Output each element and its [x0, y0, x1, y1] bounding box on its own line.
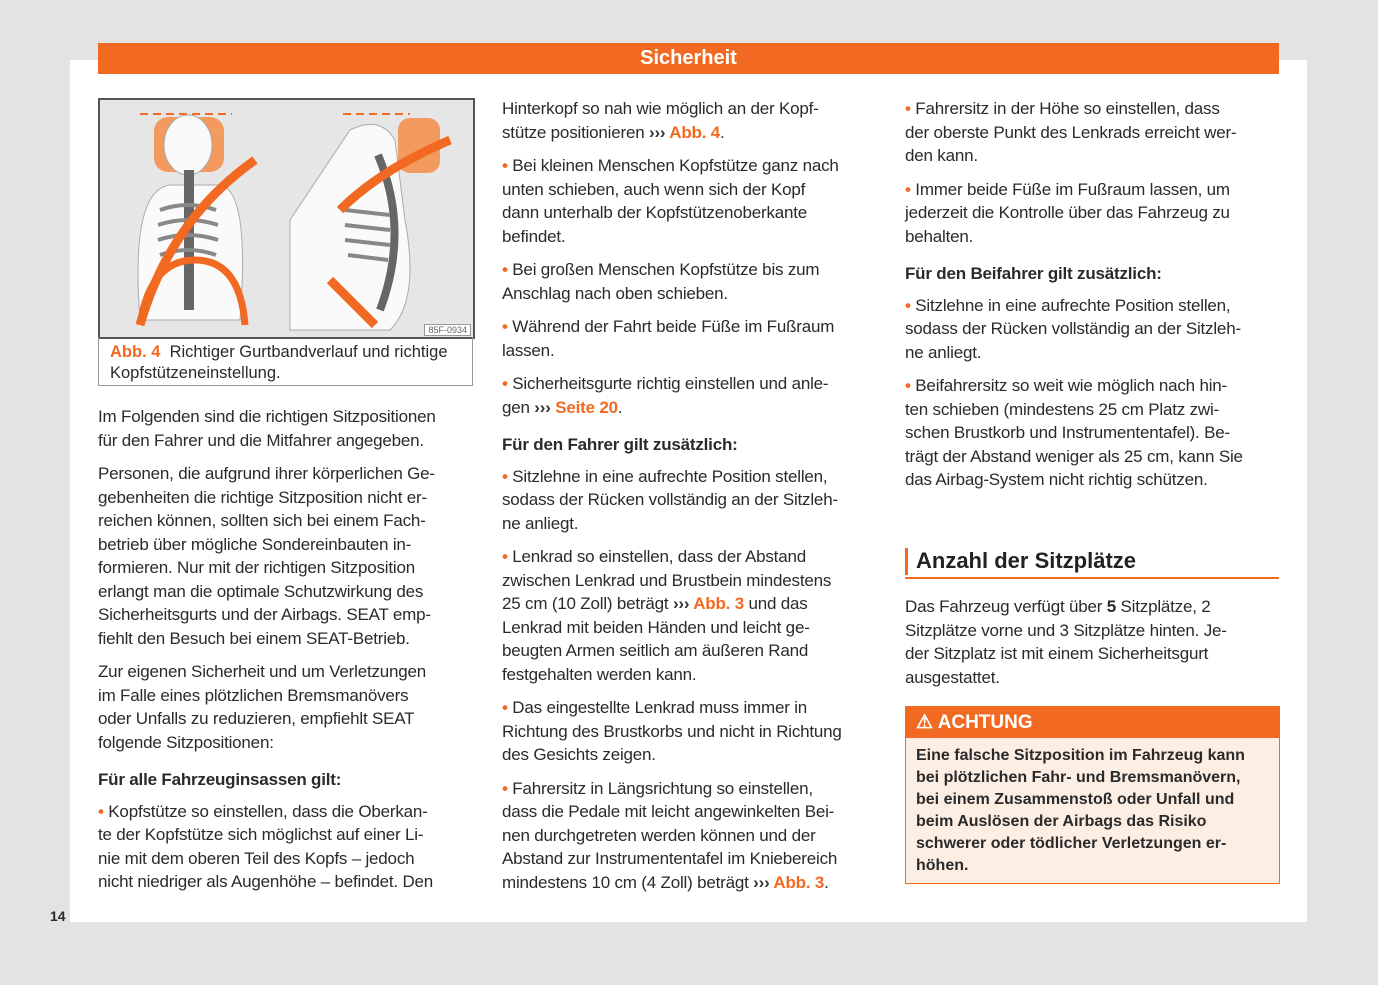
figure-label: Abb. 4 [110, 343, 161, 361]
bullet-icon: • [502, 374, 508, 393]
text-line [98, 870, 476, 894]
text-line [905, 421, 1283, 445]
text-line [905, 121, 1283, 145]
text-segment: der Sitzplatz ist mit einem Sicherheitsgurt [905, 644, 1209, 663]
text-line [905, 619, 1283, 643]
text-segment: reichen können, sollten sich bei einem Fach- [98, 511, 426, 530]
text-line [502, 121, 880, 145]
heading-accent-bar [905, 548, 908, 575]
text-segment: unten schieben, auch wenn sich der Kopf [502, 179, 806, 199]
text-line [502, 178, 880, 202]
bullet-icon: • [905, 295, 911, 315]
seatbelt-illustration [100, 100, 473, 337]
text-line [98, 823, 476, 847]
paragraph [905, 595, 1283, 689]
section-heading [905, 546, 1279, 579]
text-line [502, 201, 880, 225]
text-line [98, 533, 476, 557]
text-line [502, 154, 880, 178]
text-line [905, 225, 1283, 249]
bullet-item [502, 696, 880, 767]
text-line [502, 847, 880, 871]
text-segment: befindet. [502, 226, 566, 246]
paragraph [98, 405, 476, 452]
warning-line: Eine falsche Sitzposition im Fahrzeug kann [916, 747, 1245, 764]
figure-code: 85F-0934 [424, 324, 471, 336]
text-segment: Für den Beifahrer gilt zusätzlich: [905, 264, 1162, 283]
text-segment: Abstand zur Instrumententafel im Kniebereich [502, 849, 838, 868]
bullet-item [502, 545, 880, 686]
text-segment: beugten Armen seitlich am äußeren Rand [502, 641, 809, 660]
warning-header [906, 707, 1279, 738]
column-right [905, 97, 1283, 502]
text-segment: jederzeit die Kontrolle über das Fahrzeug zu [905, 203, 1230, 222]
text-line [98, 684, 476, 708]
text-segment: Personen, die aufgrund ihrer körperlichen Ge- [98, 464, 435, 483]
text-segment: sodass der Rücken vollständig an der Sitzleh- [905, 319, 1241, 338]
bullet-item [905, 294, 1283, 365]
text-line [502, 488, 880, 512]
text-line [502, 616, 880, 640]
text-segment: der oberste Punkt des Lenkrads erreicht wer- [905, 122, 1237, 142]
bullet-item [502, 372, 880, 419]
text-line [905, 262, 1283, 286]
warning-line: schwerer oder tödlicher Verletzungen er- [916, 835, 1227, 852]
text-line [98, 429, 476, 453]
text-segment: sodass der Rücken vollständig an der Sitzleh- [502, 490, 838, 509]
text-segment: Fahrersitz in Längsrichtung so einstellen, [512, 778, 813, 798]
text-line [98, 556, 476, 580]
text-segment: erlangt man die optimale Schutzwirkung des [98, 581, 424, 601]
text-segment: fiehlt den Besuch bei einem SEAT-Betrieb. [98, 628, 410, 648]
text-line [98, 462, 476, 486]
cross-reference-link[interactable]: Seite 20 [550, 397, 618, 417]
text-segment: 25 cm (10 Zoll) beträgt [502, 594, 673, 613]
bullet-icon: • [98, 801, 104, 821]
text-segment: Sicherheitsgurts und der Airbags. SEAT emp- [98, 605, 431, 624]
text-line [905, 178, 1283, 202]
text-segment: te der Kopfstütze sich möglichst auf einer Li- [98, 825, 424, 844]
paragraph [98, 462, 476, 650]
section-title: Anzahl der Sitzplätze [916, 548, 1137, 573]
text-line [905, 398, 1283, 422]
section-header-bar: Sicherheit [98, 43, 1279, 74]
text-line [98, 486, 476, 510]
bullet-icon: • [905, 376, 911, 395]
bold-number: 5 [1106, 597, 1117, 616]
text-line [905, 341, 1283, 365]
text-line [502, 871, 880, 895]
text-line [502, 743, 880, 767]
text-line [905, 595, 1283, 619]
text-segment: zwischen Lenkrad und Brustbein mindestens [502, 570, 832, 590]
text-line [905, 201, 1283, 225]
bullet-icon: • [502, 260, 508, 279]
text-segment: Für alle Fahrzeuginsassen gilt: [98, 770, 342, 789]
subheading [502, 433, 880, 457]
bullet-item [502, 315, 880, 362]
text-segment: dann unterhalb der Kopfstützenoberkante [502, 203, 808, 222]
bullet-icon: • [502, 778, 508, 798]
cross-reference-link[interactable]: Abb. 3 [769, 872, 825, 892]
text-line [905, 468, 1283, 492]
text-segment: Beifahrersitz so weit wie möglich nach hin- [915, 376, 1227, 395]
text-line [502, 465, 880, 489]
text-line [502, 696, 880, 720]
text-line [98, 768, 476, 792]
text-line [502, 258, 880, 282]
text-line [905, 317, 1283, 341]
text-segment: des Gesichts zeigen. [502, 745, 656, 764]
text-line [502, 545, 880, 569]
text-line [98, 731, 476, 755]
text-segment: formieren. Nur mit der richtigen Sitzposition [98, 558, 415, 577]
bullet-icon: • [502, 156, 508, 175]
warning-line: höhen. [916, 857, 969, 874]
warning-box [905, 706, 1280, 884]
warning-line: bei einem Zusammenstoß oder Unfall und [916, 791, 1235, 808]
bullet-item [905, 178, 1283, 249]
reference-arrow-icon: ››› [534, 397, 551, 417]
text-segment: Lenkrad mit beiden Händen und leicht ge- [502, 617, 810, 637]
reference-arrow-icon: ››› [672, 594, 690, 613]
text-line [502, 800, 880, 824]
text-segment: . [720, 122, 725, 142]
text-segment: und das [743, 594, 808, 613]
text-line [905, 642, 1283, 666]
text-segment: Sicherheitsgurte richtig einstellen und anle- [512, 374, 829, 393]
bullet-icon: • [502, 698, 508, 717]
bullet-item [502, 777, 880, 895]
bullet-item [502, 154, 880, 248]
bullet-icon: • [905, 99, 911, 118]
text-line [98, 800, 476, 824]
text-segment: den kann. [905, 146, 978, 165]
bullet-item [98, 800, 476, 894]
text-segment: Anschlag nach oben schieben. [502, 283, 728, 303]
text-line [502, 639, 880, 663]
text-segment: schen Brustkorb und Instrumententafel). Be- [905, 423, 1230, 442]
bullet-icon: • [905, 179, 911, 199]
text-line [905, 144, 1283, 168]
subheading [98, 768, 476, 792]
text-segment: Sitzlehne in eine aufrechte Position stellen, [512, 466, 828, 486]
text-line [502, 777, 880, 801]
text-line [905, 445, 1283, 469]
bullet-item [502, 258, 880, 305]
text-line [98, 509, 476, 533]
figure-caption [98, 337, 473, 386]
text-segment: ten schieben (mindestens 25 cm Platz zwi- [905, 399, 1219, 419]
text-segment: Immer beide Füße im Fußraum lassen, um [915, 179, 1230, 199]
text-line [905, 294, 1283, 318]
text-segment: . [824, 872, 829, 892]
text-line [502, 720, 880, 744]
text-line [502, 339, 880, 363]
text-line [98, 405, 476, 429]
bullet-icon: • [502, 317, 508, 336]
page-number: 14 [50, 908, 66, 924]
bullet-item [905, 97, 1283, 168]
paragraph [502, 97, 880, 144]
text-line [98, 707, 476, 731]
text-segment: folgende Sitzpositionen: [98, 732, 274, 752]
text-segment: gen [502, 397, 535, 417]
text-segment: Für den Fahrer gilt zusätzlich: [502, 435, 738, 454]
text-line [502, 512, 880, 536]
bullet-item [502, 465, 880, 536]
text-segment: Hinterkopf so nah wie möglich an der Kopf- [502, 99, 819, 118]
text-line [502, 315, 880, 339]
reference-arrow-icon: ››› [753, 872, 770, 892]
text-segment: Das Fahrzeug verfügt über [905, 597, 1107, 616]
section-body [905, 595, 1283, 699]
text-line [98, 660, 476, 684]
column-middle [502, 97, 880, 904]
text-segment: dass die Pedale mit leicht angewinkelten Bei- [502, 802, 835, 821]
text-segment: mindestens 10 cm (4 Zoll) beträgt [502, 872, 754, 892]
text-segment: Sitzlehne in eine aufrechte Position stellen, [915, 295, 1231, 315]
text-line [502, 97, 880, 121]
text-line [502, 225, 880, 249]
text-segment: für den Fahrer und die Mitfahrer angegeben. [98, 430, 424, 450]
warning-line: bei plötzlichen Fahr- und Bremsmanövern, [916, 769, 1241, 786]
text-line [905, 374, 1283, 398]
text-segment: im Falle eines plötzlichen Bremsmanövers [98, 685, 409, 705]
text-segment: ausgestattet. [905, 667, 1000, 687]
text-segment: Bei kleinen Menschen Kopfstütze ganz nach [512, 156, 839, 175]
text-line [98, 847, 476, 871]
bullet-icon: • [502, 547, 508, 566]
text-line [98, 603, 476, 627]
text-segment: gebenheiten die richtige Sitzposition nicht er- [98, 487, 427, 507]
figure-seatbelt-illustration [98, 98, 475, 339]
text-line [905, 97, 1283, 121]
bullet-item [905, 374, 1283, 492]
text-segment: Zur eigenen Sicherheit und um Verletzungen [98, 662, 427, 681]
warning-text [906, 738, 1279, 884]
warning-triangle-icon: ⚠ [916, 712, 934, 733]
text-segment: Bei großen Menschen Kopfstütze bis zum [512, 260, 820, 279]
text-line [502, 433, 880, 457]
text-segment: festgehalten werden kann. [502, 664, 697, 684]
text-segment: Lenkrad so einstellen, dass der Abstand [512, 547, 806, 566]
cross-reference-link[interactable]: Abb. 3 [689, 594, 744, 613]
text-line [502, 282, 880, 306]
text-segment: Während der Fahrt beide Füße im Fußraum [512, 317, 835, 336]
text-line [502, 592, 880, 616]
text-line [502, 396, 880, 420]
text-segment: ne anliegt. [502, 513, 579, 533]
warning-line: beim Auslösen der Airbags das Risiko [916, 813, 1207, 830]
text-line [502, 663, 880, 687]
caption-line: Kopfstützeneinstellung. [110, 364, 281, 382]
text-segment: ne anliegt. [905, 342, 982, 362]
text-segment: nen durchgetreten werden können und der [502, 825, 816, 845]
caption-line: Richtiger Gurtbandverlauf und richtige [169, 343, 448, 361]
text-segment: Das eingestellte Lenkrad muss immer in [512, 698, 808, 717]
text-line [502, 372, 880, 396]
text-segment: trägt der Abstand weniger als 25 cm, kann Sie [905, 446, 1243, 466]
text-segment: nicht niedriger als Augenhöhe – befindet. Den [98, 872, 434, 891]
text-segment: oder Unfalls zu reduzieren, empfiehlt SEAT [98, 709, 415, 728]
text-segment: . [617, 397, 623, 417]
bullet-icon: • [502, 466, 508, 486]
text-line [502, 824, 880, 848]
column-left [98, 405, 476, 904]
text-segment: Sitzplätze vorne und 3 Sitzplätze hinten. Je- [905, 620, 1227, 640]
text-segment: das Airbag-System nicht richtig schützen. [905, 470, 1208, 489]
text-segment: Sitzplätze, 2 [1116, 597, 1211, 616]
paragraph [98, 660, 476, 754]
text-segment: Kopfstütze so einstellen, dass die Oberkan- [108, 801, 428, 821]
text-line [98, 580, 476, 604]
subheading [905, 262, 1283, 286]
cross-reference-link[interactable]: Abb. 4 [665, 122, 721, 142]
reference-arrow-icon: ››› [649, 122, 666, 142]
text-segment: Richtung des Brustkorbs und nicht in Richtung [502, 721, 842, 741]
text-segment: stütze positionieren [502, 122, 649, 142]
warning-title: ACHTUNG [937, 712, 1033, 733]
text-segment: betrieb über mögliche Sondereinbauten in- [98, 534, 412, 554]
text-line [502, 569, 880, 593]
text-segment: behalten. [905, 226, 974, 246]
text-segment: nie mit dem oberen Teil des Kopfs – jedoch [98, 848, 415, 868]
text-segment: Fahrersitz in der Höhe so einstellen, dass [915, 99, 1220, 118]
text-segment: lassen. [502, 340, 555, 360]
text-line [905, 666, 1283, 690]
text-segment: Im Folgenden sind die richtigen Sitzpositionen [98, 407, 436, 426]
text-line [98, 627, 476, 651]
